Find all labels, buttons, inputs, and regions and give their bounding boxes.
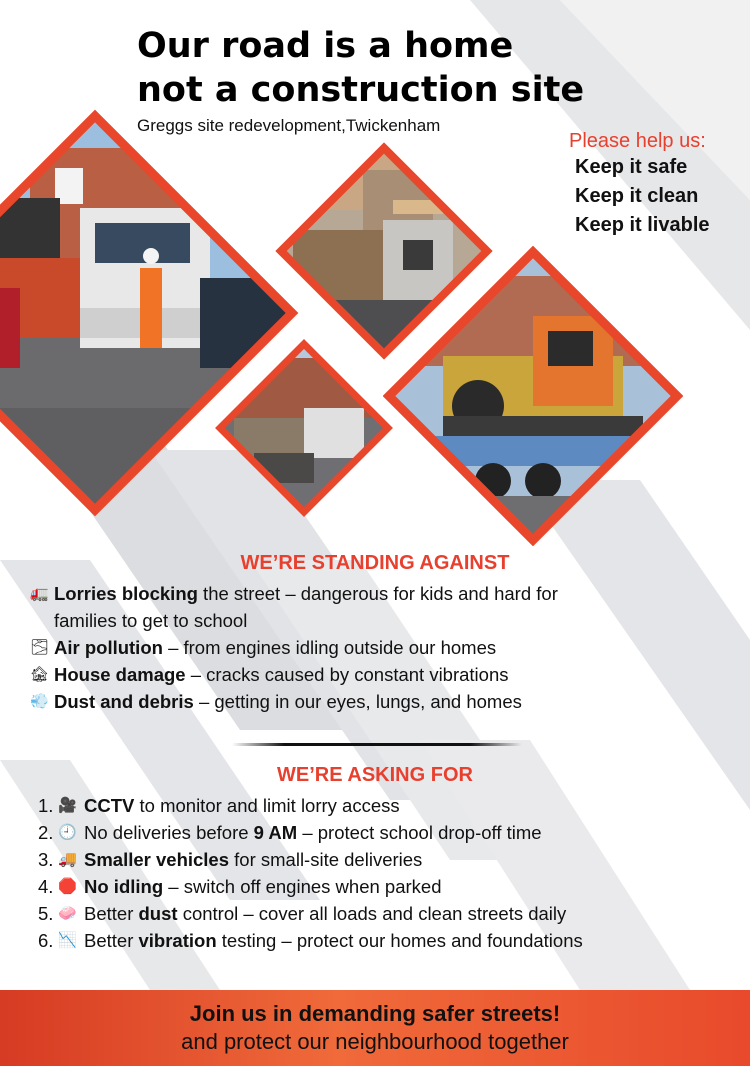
- against-heading: WE’RE STANDING AGAINST: [240, 552, 510, 574]
- ask-item: [38, 900, 728, 927]
- ask-item-number: 2.: [38, 822, 54, 843]
- against-item: [30, 580, 720, 634]
- against-item-bold: Lorries blocking: [54, 583, 198, 604]
- ask-item-bold: CCTV: [84, 795, 135, 816]
- ask-item-bold: Smaller vehicles: [84, 849, 230, 870]
- ask-item-pre: Better: [84, 903, 139, 924]
- footer-tagline: and protect our neighbourhood together: [181, 1029, 569, 1054]
- ask-item-text: [84, 846, 422, 873]
- ask-item-post: – switch off engines when parked: [163, 876, 442, 897]
- asking-list: [38, 792, 728, 954]
- ask-item-number: 4.: [38, 876, 54, 897]
- ask-item: [38, 792, 728, 819]
- against-item-rest: – getting in our eyes, lungs, and homes: [193, 691, 522, 712]
- damaged-house-icon: 🏚: [30, 666, 50, 683]
- subtitle: Greggs site redevelopment,Twickenham: [137, 116, 441, 135]
- ask-item: [38, 819, 728, 846]
- ask-item-number: 1.: [38, 795, 54, 816]
- ask-item: [38, 873, 728, 900]
- lorry-icon: 🚛: [30, 585, 49, 602]
- against-item-rest-continued: families to get to school: [54, 610, 248, 631]
- against-item-rest: the street – dangerous for kids and hard for: [197, 583, 558, 604]
- chart-icon: 📉: [58, 932, 77, 949]
- against-item-text: [54, 580, 558, 634]
- ask-item-bold: vibration: [138, 930, 217, 951]
- help-item-livable: Keep it livable: [575, 214, 710, 236]
- help-box: [569, 129, 749, 240]
- footer-call-to-action: Join us in demanding safer streets!: [189, 1001, 561, 1026]
- against-item-bold: Air pollution: [54, 637, 163, 658]
- help-item-clean: Keep it clean: [575, 185, 699, 207]
- ask-item-text: [84, 819, 542, 846]
- against-item: [30, 688, 720, 715]
- truck-icon: 🚚: [58, 851, 77, 868]
- footer-banner: [0, 990, 750, 1066]
- ask-item-number: 5.: [38, 903, 54, 924]
- against-item-text: [54, 634, 496, 661]
- ask-item: [38, 846, 728, 873]
- against-list: [30, 580, 720, 715]
- help-item-safe: Keep it safe: [575, 156, 688, 178]
- photo-street-trucks: [214, 338, 394, 518]
- ask-item-text: [84, 792, 400, 819]
- ask-item-number: 3.: [38, 849, 54, 870]
- camera-icon: 🎥: [58, 797, 77, 814]
- soap-icon: 🧼: [58, 905, 77, 922]
- against-item-rest: – cracks caused by constant vibrations: [185, 664, 509, 685]
- ask-item-text: [84, 873, 441, 900]
- against-item-bold: House damage: [54, 664, 186, 685]
- against-item-bold: Dust and debris: [54, 691, 194, 712]
- against-item-text: [54, 661, 509, 688]
- against-item: [30, 661, 720, 688]
- fog-icon: 🌫: [30, 639, 50, 656]
- ask-item-post: for small-site deliveries: [229, 849, 423, 870]
- ask-item-post: testing – protect our homes and foundations: [216, 930, 583, 951]
- stop-sign-icon: 🛑: [58, 878, 77, 895]
- ask-item-post: to monitor and limit lorry access: [134, 795, 400, 816]
- help-title: Please help us:: [569, 130, 706, 152]
- title-line-2: not a construction site: [137, 70, 585, 110]
- ask-item-text: [84, 900, 566, 927]
- ask-item-bold: dust: [138, 903, 178, 924]
- ask-item-pre: No deliveries before: [84, 822, 254, 843]
- ask-item: [38, 927, 728, 954]
- ask-item-post: control – cover all loads and clean streets daily: [177, 903, 567, 924]
- ask-item-number: 6.: [38, 930, 54, 951]
- section-divider: [232, 743, 522, 746]
- ask-item-bold: 9 AM: [253, 822, 298, 843]
- ask-item-post: – protect school drop-off time: [297, 822, 542, 843]
- page-title: [137, 24, 584, 112]
- title-line-1: Our road is a home: [137, 26, 514, 66]
- photo-excavator-trailer: [383, 246, 683, 546]
- clock-icon: 🕘: [58, 824, 77, 841]
- ask-item-text: [84, 927, 583, 954]
- ask-item-bold: No idling: [84, 876, 164, 897]
- asking-heading: WE’RE ASKING FOR: [277, 764, 473, 786]
- against-item: [30, 634, 720, 661]
- against-item-text: [54, 688, 522, 715]
- dust-icon: 💨: [30, 693, 49, 710]
- against-item-rest: – from engines idling outside our homes: [162, 637, 497, 658]
- ask-item-pre: Better: [84, 930, 139, 951]
